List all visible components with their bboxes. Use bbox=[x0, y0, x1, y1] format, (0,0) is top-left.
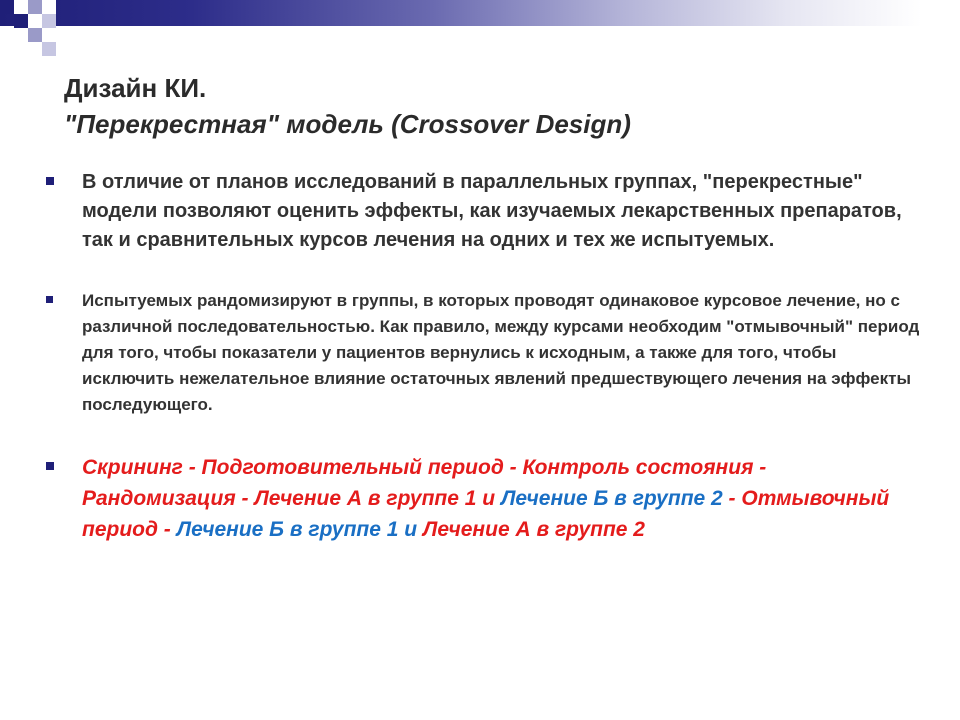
sequence-segment-3: - Отмывочный период - bbox=[82, 487, 890, 541]
title-line-1: Дизайн КИ. bbox=[64, 73, 207, 103]
sequence-segment-2: Лечение Б в группе 2 bbox=[500, 487, 723, 510]
bullet-item-1 bbox=[44, 168, 924, 255]
top-gradient-bar bbox=[0, 0, 960, 26]
sequence-segment-5: Лечение А в группе 2 bbox=[422, 518, 645, 541]
bullet-list bbox=[44, 168, 924, 545]
title-line-2: "Перекрестная" модель (Crossover Design) bbox=[64, 109, 631, 139]
bullet-text-2: Испытуемых рандомизируют в группы, в которых проводят одинаковое курсовое лечение, но с различной последовательностью. Как правило, между курсами необходим "отмывочный" период для того, чтобы показатели у пациентов вернулись к исходным, а также для того, чтобы исключить нежелательное влияние остаточных явлений предшествующего лечения на эффекты последующего. bbox=[82, 291, 920, 414]
square-bullet-icon bbox=[46, 296, 53, 303]
square-bullet-icon bbox=[46, 462, 54, 470]
square-bullet-icon bbox=[46, 177, 54, 185]
bullet-item-2 bbox=[44, 288, 924, 418]
slide-title bbox=[64, 70, 934, 142]
bullet-item-3 bbox=[44, 452, 924, 545]
sequence-segment-1: Скрининг - Подготовительный период - Контроль состояния - Рандомизация - Лечение А в группе 1 и bbox=[82, 456, 767, 510]
bullet-text-1: В отличие от планов исследований в параллельных группах, "перекрестные" модели позволяют оценить эффекты, как изучаемых лекарственных препаратов, так и сравнительных курсов лечения на одних и тех же испытуемых. bbox=[82, 171, 902, 251]
sequence-segment-4: Лечение Б в группе 1 и bbox=[176, 518, 423, 541]
